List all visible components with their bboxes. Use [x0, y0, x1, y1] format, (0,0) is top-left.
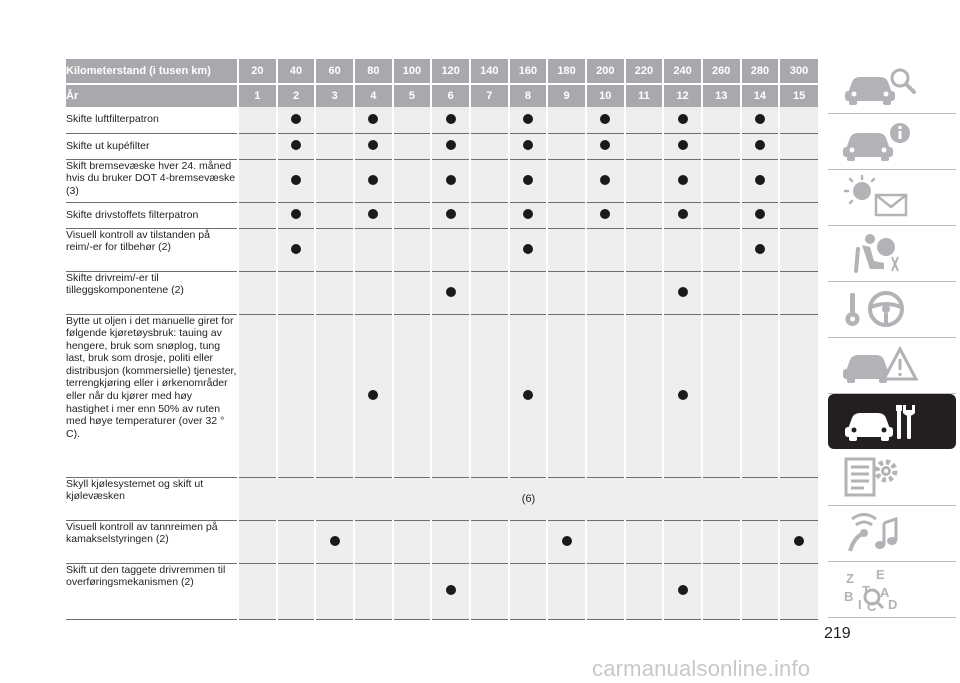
schedule-cell: [238, 107, 277, 133]
svg-text:C: C: [867, 599, 877, 611]
schedule-cell: [779, 563, 818, 619]
header-year-value: 10: [586, 84, 625, 107]
schedule-cell: [663, 314, 702, 477]
schedule-cell: [663, 202, 702, 228]
schedule-cell: [625, 563, 664, 619]
schedule-cell: [315, 107, 354, 133]
header-year-value: 11: [625, 84, 664, 107]
service-dot-icon: [562, 536, 572, 546]
schedule-cell: [470, 228, 509, 271]
service-dot-icon: [600, 114, 610, 124]
service-dot-icon: [755, 244, 765, 254]
svg-text:T: T: [862, 583, 870, 598]
service-dot-icon: [678, 209, 688, 219]
table-row: [66, 202, 818, 228]
schedule-cell: [238, 520, 277, 563]
service-dot-icon: [678, 114, 688, 124]
header-year-value: 9: [547, 84, 586, 107]
task-label: Visuell kontroll av tannreimen på kamakselstyringen (2): [66, 520, 238, 563]
table-row: [66, 520, 818, 563]
schedule-cell: [663, 271, 702, 314]
schedule-cell: [277, 563, 316, 619]
schedule-cell: [315, 159, 354, 202]
schedule-cell: [741, 107, 780, 133]
schedule-cell: [741, 159, 780, 202]
schedule-cell: [315, 202, 354, 228]
schedule-cell: [625, 202, 664, 228]
tab-starting-driving[interactable]: [828, 282, 956, 338]
airbag-seat-icon: [840, 231, 926, 275]
header-row-years: [66, 84, 818, 107]
tab-car-info[interactable]: [828, 114, 956, 170]
service-dot-icon: [368, 209, 378, 219]
header-year-value: 8: [509, 84, 548, 107]
table-row: [66, 107, 818, 133]
header-km-value: 280: [741, 59, 780, 84]
car-info-icon: [840, 119, 926, 163]
schedule-cell: [431, 133, 470, 159]
schedule-cell: [277, 202, 316, 228]
task-label: Bytte ut oljen i det manuelle giret for følgende kjøretøysbruk: tauing av hengere, bruk som snøplog, tung last, bruk som drosje, politi eller distribusjon (kommersielle) tjenester, terrengkjøring eller i ørkenområder eller når du kjører med høy hastighet i mer enn 50% av ruten med høye temperaturer (over 32 ° C).: [66, 314, 238, 477]
schedule-cell: [702, 271, 741, 314]
key-steering-wheel-icon: [840, 287, 926, 331]
schedule-cell: [702, 228, 741, 271]
service-dot-icon: [446, 287, 456, 297]
schedule-cell: [431, 563, 470, 619]
service-dot-icon: [523, 244, 533, 254]
schedule-cell: [547, 202, 586, 228]
table-row: [66, 314, 818, 477]
multimedia-icon: [840, 511, 926, 555]
schedule-cell: [625, 520, 664, 563]
header-km-value: 300: [779, 59, 818, 84]
schedule-cell: [470, 133, 509, 159]
schedule-cell: [779, 159, 818, 202]
schedule-cell: [547, 563, 586, 619]
header-year-value: 5: [393, 84, 432, 107]
service-dot-icon: [523, 175, 533, 185]
schedule-cell: [509, 133, 548, 159]
schedule-cell: [625, 159, 664, 202]
svg-text:B: B: [844, 589, 854, 604]
header-km-value: 160: [509, 59, 548, 84]
schedule-cell: [547, 133, 586, 159]
schedule-cell: [702, 314, 741, 477]
service-dot-icon: [446, 209, 456, 219]
header-km-value: 220: [625, 59, 664, 84]
schedule-cell: [586, 520, 625, 563]
schedule-cell: [315, 520, 354, 563]
schedule-cell: [586, 202, 625, 228]
schedule-cell: [741, 202, 780, 228]
table-row: [66, 271, 818, 314]
car-search-icon: [840, 63, 926, 107]
schedule-cell: [393, 202, 432, 228]
service-dot-icon: [291, 140, 301, 150]
service-dot-icon: [755, 140, 765, 150]
schedule-cell: [702, 133, 741, 159]
schedule-cell: [779, 107, 818, 133]
schedule-cell: [393, 228, 432, 271]
schedule-cell: [547, 107, 586, 133]
header-km-value: 240: [663, 59, 702, 84]
schedule-cell: [586, 133, 625, 159]
service-dot-icon: [523, 209, 533, 219]
chapter-tabs-sidebar: [828, 58, 956, 618]
service-dot-icon: [678, 175, 688, 185]
schedule-cell: [702, 563, 741, 619]
specifications-gear-icon: [840, 455, 926, 499]
task-label: Skift ut den taggete drivremmen til overføringsmekanismen (2): [66, 563, 238, 619]
header-year-label: År: [66, 84, 238, 107]
header-km-label: Kilometerstand (i tusen km): [66, 59, 238, 84]
task-label: Skifte ut kupéfilter: [66, 133, 238, 159]
schedule-cell: [663, 520, 702, 563]
schedule-cell: [470, 271, 509, 314]
header-year-value: 14: [741, 84, 780, 107]
schedule-cell: [625, 228, 664, 271]
svg-text:A: A: [880, 585, 890, 600]
schedule-cell: [238, 202, 277, 228]
tab-alphabetical-index[interactable]: [828, 562, 956, 618]
svg-text:E: E: [876, 567, 885, 582]
header-km-value: 260: [702, 59, 741, 84]
schedule-cell: [509, 202, 548, 228]
schedule-cell: [741, 228, 780, 271]
service-dot-icon: [755, 114, 765, 124]
schedule-cell: [431, 202, 470, 228]
table-row: [66, 477, 818, 520]
schedule-cell: [509, 107, 548, 133]
header-year-value: 3: [315, 84, 354, 107]
task-label: Skifte drivstoffets filterpatron: [66, 202, 238, 228]
svg-text:D: D: [888, 597, 898, 611]
header-km-value: 100: [393, 59, 432, 84]
schedule-cell: [547, 271, 586, 314]
schedule-cell: [431, 314, 470, 477]
schedule-cell: [238, 228, 277, 271]
schedule-cell: [663, 107, 702, 133]
schedule-cell: [779, 520, 818, 563]
header-km-value: 200: [586, 59, 625, 84]
schedule-cell: [470, 563, 509, 619]
schedule-cell: [779, 228, 818, 271]
schedule-cell: [315, 314, 354, 477]
schedule-cell: [702, 107, 741, 133]
schedule-cell: [238, 271, 277, 314]
service-dot-icon: [678, 390, 688, 400]
schedule-cell: [354, 107, 393, 133]
schedule-cell: [238, 314, 277, 477]
service-dot-icon: [446, 585, 456, 595]
service-dot-icon: [755, 209, 765, 219]
schedule-cell: [277, 271, 316, 314]
schedule-cell: [315, 563, 354, 619]
schedule-cell: [470, 520, 509, 563]
schedule-cell: [663, 133, 702, 159]
schedule-cell: [431, 271, 470, 314]
service-dot-icon: [600, 140, 610, 150]
car-breakdown-warning-icon: [840, 343, 926, 387]
service-dot-icon: [368, 390, 378, 400]
schedule-cell: [586, 271, 625, 314]
header-year-value: 1: [238, 84, 277, 107]
schedule-cell: [470, 314, 509, 477]
schedule-cell: [431, 159, 470, 202]
schedule-cell: [470, 107, 509, 133]
schedule-cell: [702, 520, 741, 563]
service-dot-icon: [678, 140, 688, 150]
schedule-cell: [431, 520, 470, 563]
schedule-cell: [547, 228, 586, 271]
tab-technical-data[interactable]: [828, 450, 956, 506]
service-dot-icon: [368, 140, 378, 150]
service-dot-icon: [446, 175, 456, 185]
schedule-cell: [277, 107, 316, 133]
schedule-cell: [586, 159, 625, 202]
service-dot-icon: [600, 209, 610, 219]
schedule-cell: [702, 202, 741, 228]
schedule-cell: [315, 271, 354, 314]
header-km-value: 40: [277, 59, 316, 84]
service-dot-icon: [368, 114, 378, 124]
schedule-cell: [779, 271, 818, 314]
schedule-cell: [625, 107, 664, 133]
schedule-cell: [354, 159, 393, 202]
service-dot-icon: [523, 114, 533, 124]
tab-warning-lights[interactable]: [828, 170, 956, 226]
schedule-cell: [277, 133, 316, 159]
schedule-cell: [315, 133, 354, 159]
schedule-cell: [779, 314, 818, 477]
schedule-cell: [393, 271, 432, 314]
service-dot-icon: [446, 114, 456, 124]
service-dot-icon: [794, 536, 804, 546]
header-km-value: 60: [315, 59, 354, 84]
schedule-cell: [741, 133, 780, 159]
schedule-cell: [277, 159, 316, 202]
schedule-cell: [277, 228, 316, 271]
header-km-value: 80: [354, 59, 393, 84]
task-label: Visuell kontroll av tilstanden på reim/-er for tilbehør (2): [66, 228, 238, 271]
service-dot-icon: [678, 585, 688, 595]
header-year-value: 12: [663, 84, 702, 107]
schedule-cell: [663, 563, 702, 619]
schedule-cell: [277, 314, 316, 477]
header-year-value: 13: [702, 84, 741, 107]
schedule-cell: [509, 563, 548, 619]
schedule-cell: [470, 202, 509, 228]
schedule-cell: [547, 314, 586, 477]
schedule-cell: [702, 159, 741, 202]
tab-servicing-maintenance[interactable]: [828, 394, 956, 449]
alphabetical-index-icon: [840, 567, 926, 611]
task-label: Skifte luftfilterpatron: [66, 107, 238, 133]
table-row: [66, 133, 818, 159]
service-dot-icon: [291, 114, 301, 124]
table-row: [66, 159, 818, 202]
schedule-cell: [547, 520, 586, 563]
schedule-cell: [354, 228, 393, 271]
schedule-cell: [586, 563, 625, 619]
service-dot-icon: [368, 175, 378, 185]
schedule-cell: [393, 133, 432, 159]
header-year-value: 4: [354, 84, 393, 107]
header-year-value: 15: [779, 84, 818, 107]
schedule-cell: [354, 271, 393, 314]
page-number: 219: [824, 625, 851, 642]
table-row: [66, 563, 818, 619]
schedule-cell: [238, 563, 277, 619]
schedule-cell: [238, 133, 277, 159]
schedule-cell: [741, 314, 780, 477]
schedule-cell: [431, 228, 470, 271]
schedule-cell: [393, 520, 432, 563]
schedule-cell: [625, 314, 664, 477]
tab-multimedia[interactable]: [828, 506, 956, 562]
schedule-cell: [741, 271, 780, 314]
service-dot-icon: [523, 390, 533, 400]
svg-text:Z: Z: [846, 571, 854, 586]
schedule-cell: [586, 107, 625, 133]
service-dot-icon: [291, 244, 301, 254]
task-label: Skifte drivreim/-er til tilleggskomponentene (2): [66, 271, 238, 314]
schedule-cell: [354, 202, 393, 228]
schedule-cell: [741, 520, 780, 563]
schedule-cell: [354, 133, 393, 159]
service-dot-icon: [678, 287, 688, 297]
schedule-cell: [509, 159, 548, 202]
header-year-value: 2: [277, 84, 316, 107]
header-row-km: [66, 59, 818, 84]
schedule-cell: [509, 520, 548, 563]
task-label: Skyll kjølesystemet og skift ut kjølevæsken: [66, 477, 238, 520]
schedule-cell: [470, 159, 509, 202]
schedule-cell: [625, 271, 664, 314]
schedule-cell: [354, 314, 393, 477]
header-km-value: 120: [431, 59, 470, 84]
schedule-cell: [393, 563, 432, 619]
schedule-cell: [354, 520, 393, 563]
schedule-cell: [779, 133, 818, 159]
schedule-cell: [431, 107, 470, 133]
schedule-cell: [393, 314, 432, 477]
task-label: Skift bremsevæske hver 24. måned hvis du bruker DOT 4-bremsevæske (3): [66, 159, 238, 202]
schedule-cell: [509, 228, 548, 271]
schedule-cell: [663, 159, 702, 202]
header-year-value: 6: [431, 84, 470, 107]
schedule-cell: [779, 202, 818, 228]
interval-note: (6): [238, 477, 818, 520]
schedule-cell: [277, 520, 316, 563]
schedule-cell: [315, 228, 354, 271]
car-wrench-icon: [840, 399, 926, 443]
schedule-cell: [354, 563, 393, 619]
svg-text:I: I: [858, 597, 862, 611]
service-dot-icon: [291, 209, 301, 219]
schedule-cell: [741, 563, 780, 619]
header-km-value: 140: [470, 59, 509, 84]
tab-know-your-car[interactable]: [828, 58, 956, 114]
schedule-cell: [509, 314, 548, 477]
service-dot-icon: [600, 175, 610, 185]
service-dot-icon: [446, 140, 456, 150]
schedule-cell: [547, 159, 586, 202]
table-row: [66, 228, 818, 271]
service-dot-icon: [291, 175, 301, 185]
header-km-value: 180: [547, 59, 586, 84]
schedule-cell: [393, 159, 432, 202]
service-dot-icon: [523, 140, 533, 150]
warning-lights-message-icon: [840, 175, 926, 219]
service-dot-icon: [755, 175, 765, 185]
schedule-cell: [663, 228, 702, 271]
schedule-cell: [586, 314, 625, 477]
tab-safety[interactable]: [828, 226, 956, 282]
schedule-cell: [586, 228, 625, 271]
tab-emergency[interactable]: [828, 338, 956, 394]
schedule-cell: [238, 159, 277, 202]
header-year-value: 7: [470, 84, 509, 107]
schedule-cell: [509, 271, 548, 314]
maintenance-schedule-table: [66, 59, 818, 620]
watermark: carmanualsonline.info: [592, 656, 811, 681]
service-dot-icon: [330, 536, 340, 546]
header-km-value: 20: [238, 59, 277, 84]
schedule-cell: [625, 133, 664, 159]
schedule-cell: [393, 107, 432, 133]
